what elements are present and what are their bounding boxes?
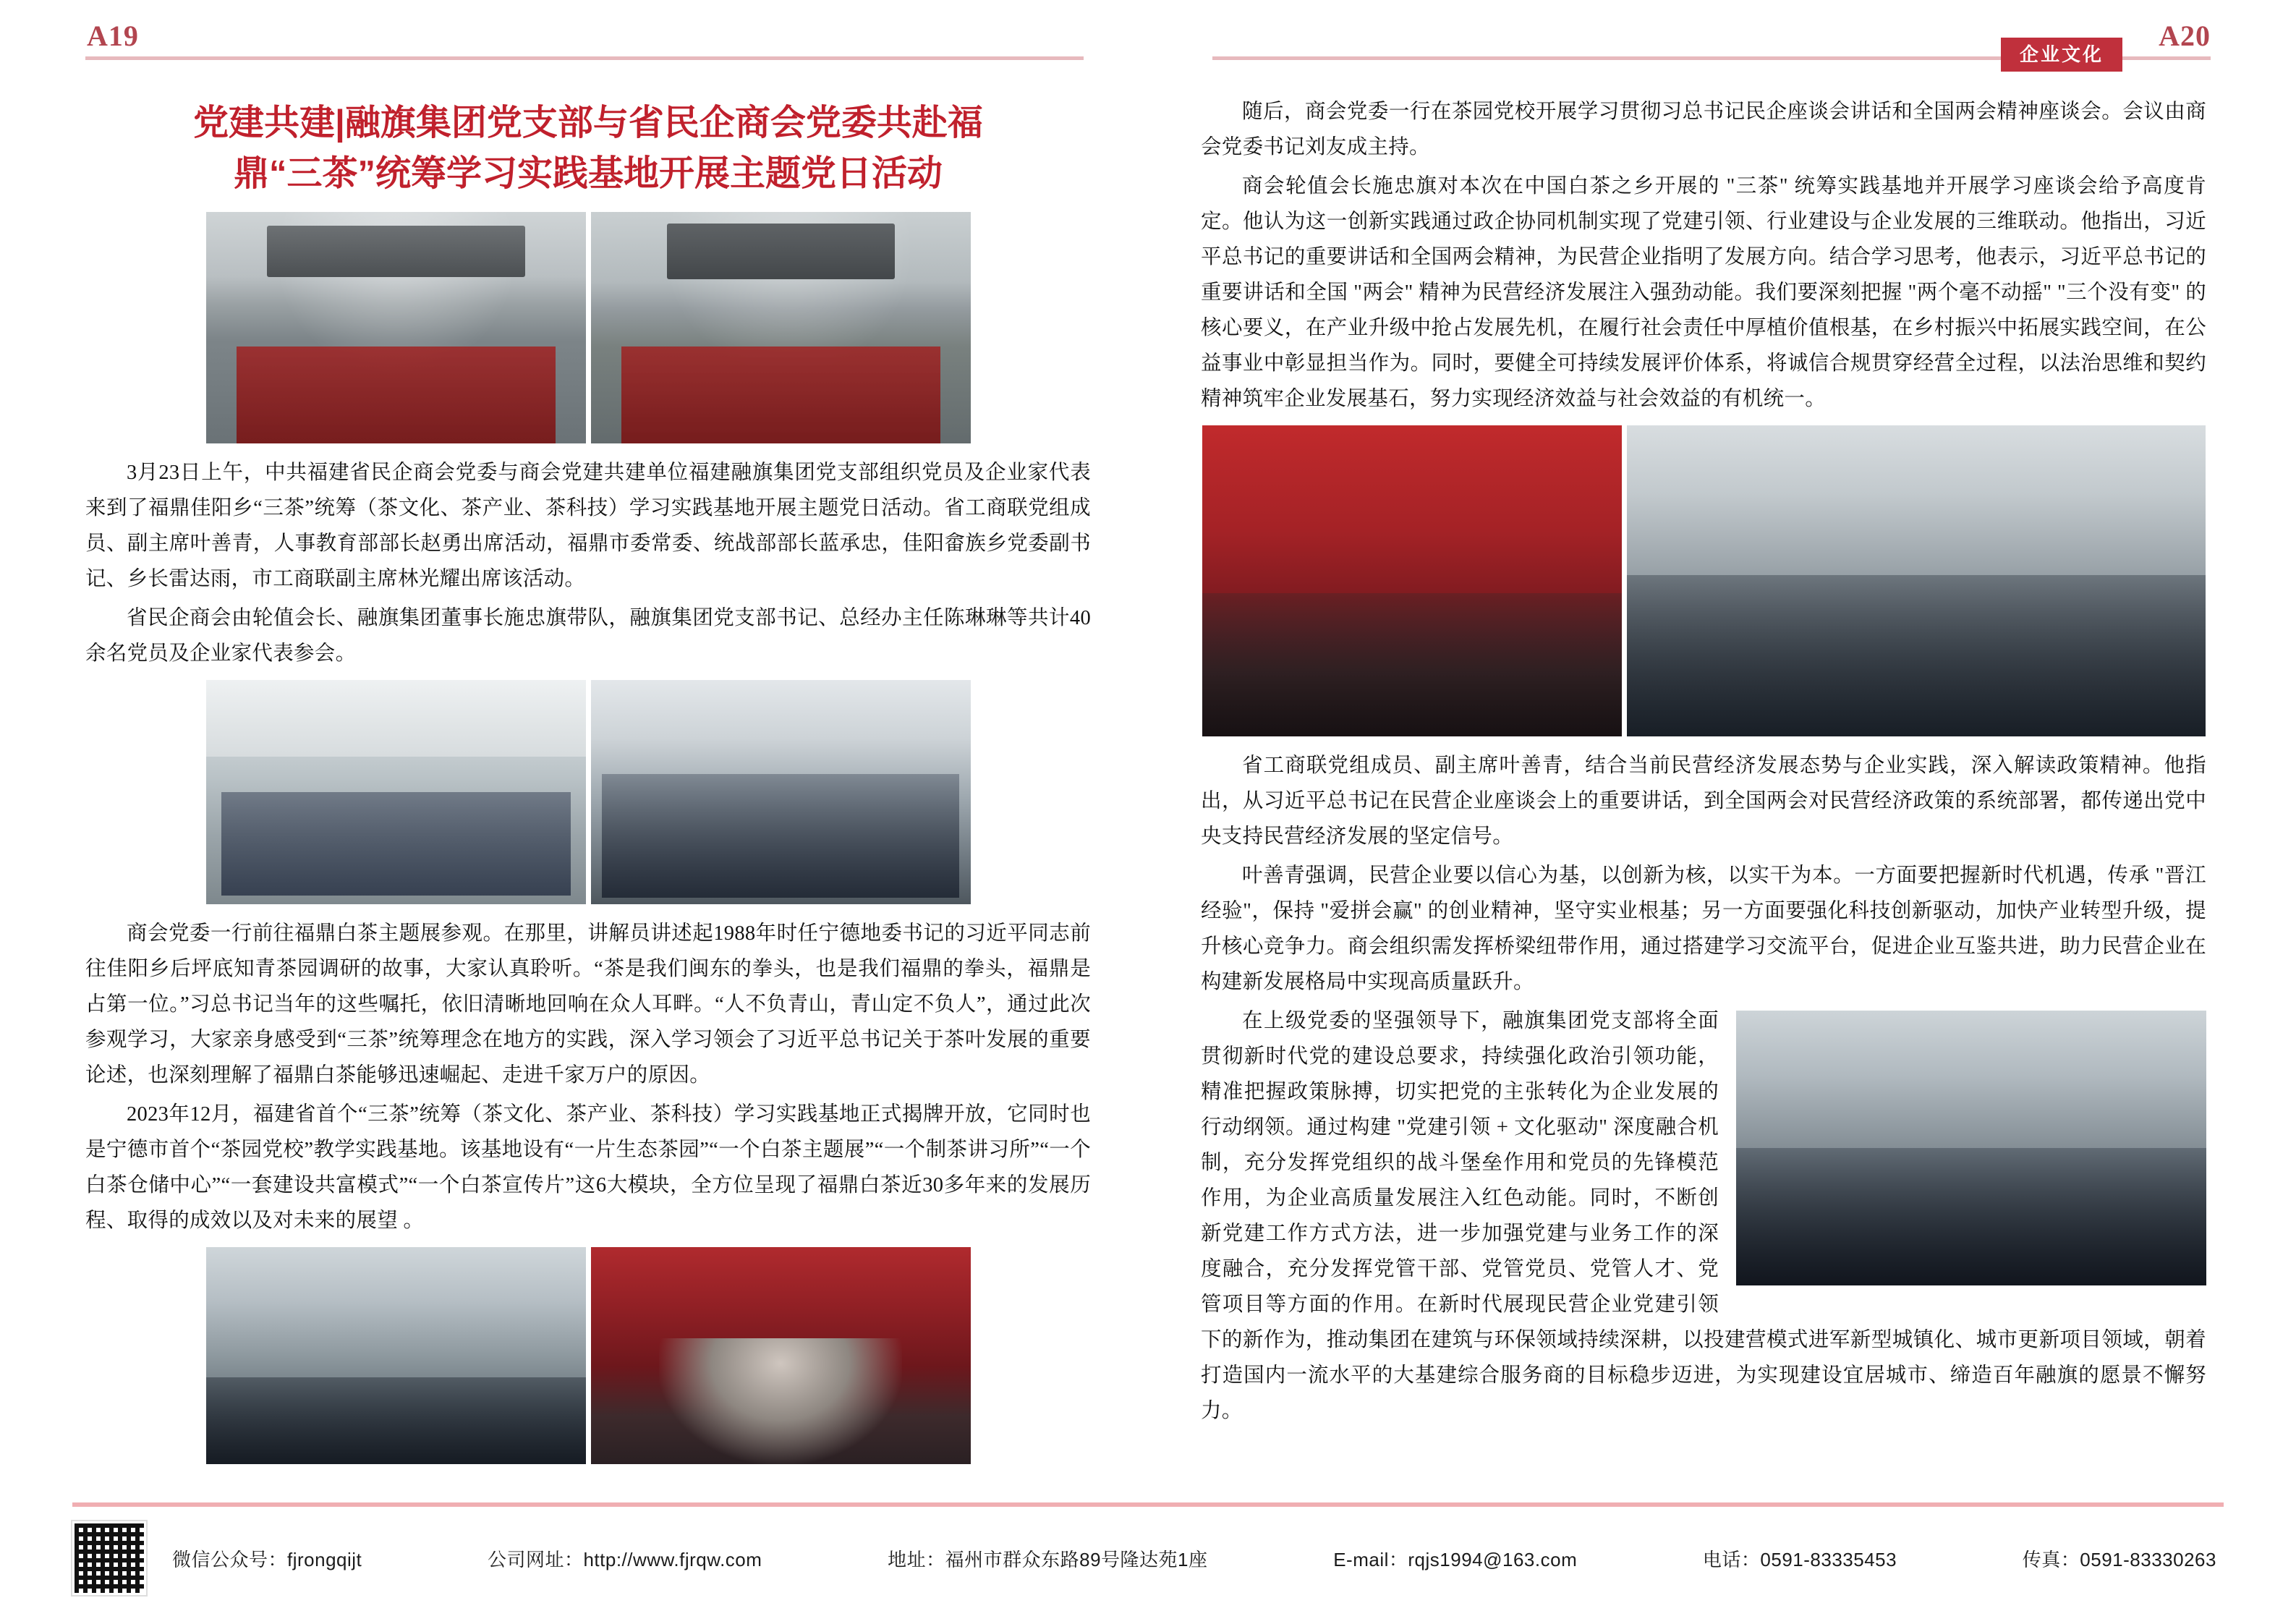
footer-address: 地址：福州市群众东路89号隆达苑1座 xyxy=(888,1548,1208,1570)
footer-fax: 传真：0591-83330263 xyxy=(2022,1548,2216,1570)
left-paragraph-2: 省民企商会由轮值会长、融旗集团董事长施忠旗带队，融旗集团党支部书记、总经办主任陈琳琳等共计40余名党员及企业家代表参会。 xyxy=(85,607,1091,666)
photo-forum-stage-left xyxy=(1202,425,1622,736)
photo-row-exhibition xyxy=(85,680,1091,904)
photo-exhibition-hall-left xyxy=(206,680,586,904)
right-paragraph-5: 在上级党委的坚强领导下，融旗集团党支部将全面贯彻新时代党的建设总要求，持续强化政治引领功能，精准把握政策脉搏，切实把党的主张转化为企业发展的行动纲领。通过构建 "党建引领 + 文化驱动" 深度融合机制，充分发挥党组织的战斗堡垒作用和党员的先锋模范作用，为企业高质量发展注入红色动能。同时，不断创新党建工作方式方法，进一步加强党建与业务工作的深度融合，充分发挥党管干部、党管党员、党管人才、党管项目等方面的作用。在新时代展现民营企业党建引领下的新作为，推动集团在建筑与环保领域持续深耕，以投建营模式进军新型城镇化、城市更新项目领域，朝着打造国内一流水平的大基建综合服务商的目标稳步迈进，为实现建设宜居城市、缔造百年融旗的愿景不懈努力。 xyxy=(1201,1010,2206,1423)
photo-forum-panel-right xyxy=(1627,425,2206,736)
photo-building-group-left xyxy=(206,212,586,443)
right-paragraph-2: 商会轮值会长施忠旗对本次在中国白茶之乡开展的 "三茶" 统筹实践基地并开展学习座谈会给予高度肯定。他认为这一创新实践通过政企协同机制实现了党建引领、行业建设与企业发展的三维联动。他指出，习近平总书记的重要讲话和全国两会精神，为民营企业指明了发展方向。结合学习思考，他表示，习近平总书记的重要讲话和全国 "两会" 精神为民营经济发展注入强劲动能。我们要深刻把握 "两个毫不动摇" "三个没有变" 的核心要义，在产业升级中抢占发展先机，在履行社会责任中厚植价值根基，在乡村振兴中拓展实践空间，在公益事业中彰显担当作为。同时，要健全可持续发展评价体系，将诚信合规贯穿经营全过程，以法治思维和契约精神筑牢企业发展基石，努力实现经济效益与社会效益的有机统一。 xyxy=(1201,175,2206,411)
photo-row-forum xyxy=(1201,425,2206,736)
right-paragraph-3: 省工商联党组成员、副主席叶善青，结合当前民营经济发展态势与企业实践，深入解读政策精神。他指出，从习近平总书记在民营企业座谈会上的重要讲话，到全国两会对民营经济政策的系统部署，都传递出党中央支持民营经济发展的坚定信号。 xyxy=(1201,754,2206,849)
right-paragraph-4: 叶善青强调，民营企业要以信心为基，以创新为核，以实干为本。一方面要把握新时代机遇，传承 "晋江经验"，保持 "爱拼会赢" 的创业精神，坚守实业根基；另一方面要强化科技创新驱动，加快产业转型升级，提升核心竞争力。商会组织需发挥桥梁纽带作用，通过搭建学习交流平台，促进企业互鉴共进，助力民营企业在构建新发展格局中实现高质量跃升。 xyxy=(1201,864,2206,994)
photo-building-group-right xyxy=(591,212,971,443)
right-wrap-block xyxy=(1201,1003,2206,1432)
footer-contact-list xyxy=(172,1545,2224,1572)
folio-right: A20 xyxy=(2159,20,2211,52)
photo-seminar-attendees xyxy=(1736,1011,2206,1285)
photo-speaker-portrait xyxy=(591,1247,971,1464)
left-paragraph-1: 3月23日上午，中共福建省民企商会党委与商会党建共建单位福建融旗集团党支部组织党员及企业家代表来到了福鼎佳阳乡“三茶”统筹（茶文化、茶产业、茶科技）学习实践基地开展主题党日活动。省工商联党组成员、副主席叶善青，人事教育部部长赵勇出席活动，福鼎市委常委、统战部部长蓝承忠，佳阳畲族乡党委副书记、乡长雷达雨，市工商联副主席林光耀出席该活动。 xyxy=(85,462,1091,591)
header-rule-left xyxy=(85,56,1084,60)
qr-code-icon xyxy=(72,1521,146,1595)
section-tag: 企业文化 xyxy=(2001,38,2122,72)
right-paragraph-1: 随后，商会党委一行在茶园党校开展学习贯彻习总书记民企座谈会讲话和全国两会精神座谈会。会议由商会党委书记刘友成主持。 xyxy=(1201,101,2206,159)
photo-row-meeting xyxy=(85,1247,1091,1464)
right-column xyxy=(1201,94,2206,1432)
photo-exhibition-hall-right xyxy=(591,680,971,904)
photo-row-buildings xyxy=(85,212,1091,443)
left-paragraph-3: 商会党委一行前往福鼎白茶主题展参观。在那里，讲解员讲述起1988年时任宁德地委书记的习近平同志前往佳阳乡后坪底知青茶园调研的故事，大家认真聆听。“茶是我们闽东的拳头，也是我们福鼎的拳头，福鼎是占第一位。”习总书记当年的这些嘱托，依旧清晰地回响在众人耳畔。“人不负青山，青山定不负人”，通过此次参观学习，大家亲身感受到“三茶”统筹理念在地方的实践，深入学习领会了习近平总书记关于茶叶发展的重要论述，也深刻理解了福鼎白茶能够迅速崛起、走进千家万户的原因。 xyxy=(85,922,1091,1087)
photo-seminar-wrap xyxy=(1736,1011,2206,1285)
folio-left: A19 xyxy=(87,20,139,52)
footer-website: 公司网址：http://www.fjrqw.com xyxy=(487,1548,762,1570)
headline-line-2: 鼎“三茶”统筹学习实践基地开展主题党日活动 xyxy=(233,153,943,193)
footer-phone: 电话：0591-83335453 xyxy=(1702,1548,1897,1570)
footer-email: E-mail：rqjs1994@163.com xyxy=(1333,1548,1578,1570)
headline-line-1: 党建共建|融旗集团党支部与省民企商会党委共赴福 xyxy=(193,103,983,143)
footer-content xyxy=(72,1521,2224,1595)
article-headline xyxy=(85,98,1091,199)
page-footer xyxy=(72,1502,2224,1595)
photo-conference-room xyxy=(206,1247,586,1464)
left-paragraph-4: 2023年12月，福建省首个“三茶”统筹（茶文化、茶产业、茶科技）学习实践基地正式揭牌开放，它同时也是宁德市首个“茶园党校”教学实践基地。该基地设有“一片生态茶园”“一个白茶主题展”“一个制茶讲习所”“一个白茶仓储中心”“一套建设共富模式”“一个白茶宣传片”这6大模块，全方位呈现了福鼎白茶近30多年来的发展历程、取得的成效以及对未来的展望 。 xyxy=(85,1103,1091,1233)
footer-rule xyxy=(72,1502,2224,1507)
footer-wechat: 微信公众号：fjrongqijt xyxy=(172,1548,362,1570)
left-column xyxy=(85,94,1091,1476)
